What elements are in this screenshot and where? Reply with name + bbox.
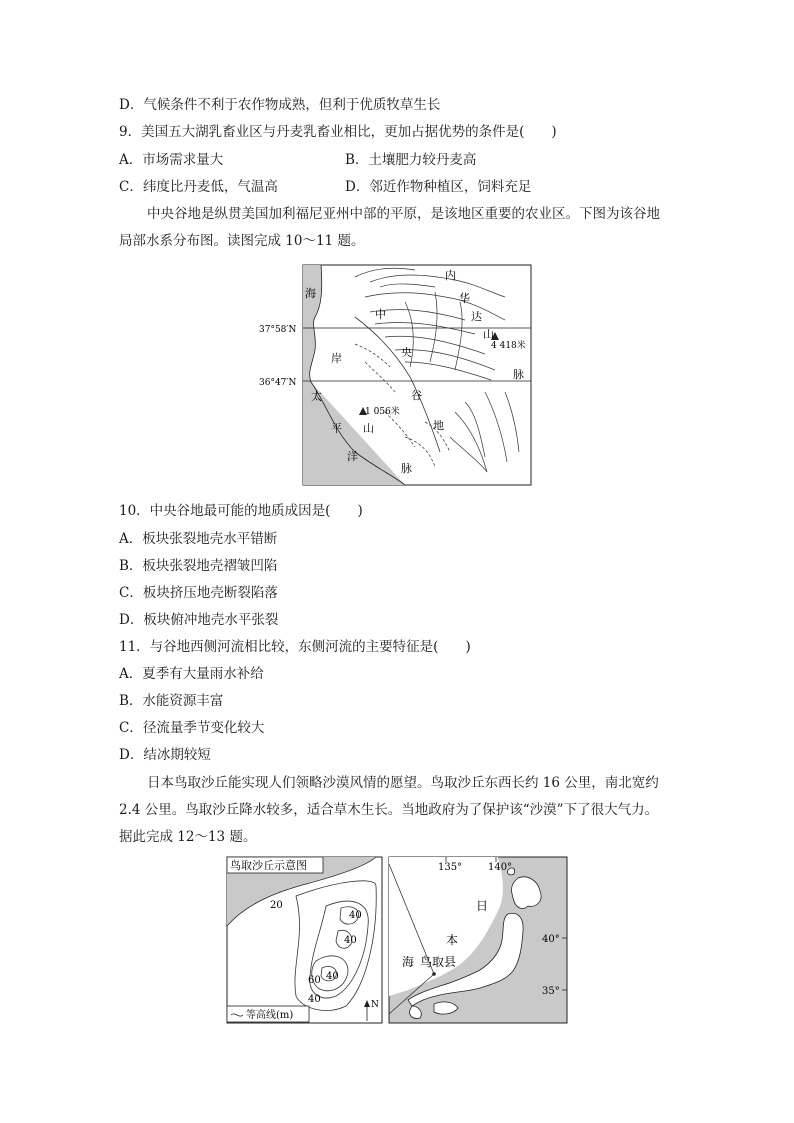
lat-40-label: 40° xyxy=(542,934,560,945)
map3-label-ben: 本 xyxy=(446,933,459,947)
q11-option-b: B．水能资源丰富 xyxy=(119,693,224,709)
peak-east-label: 4 418米 xyxy=(491,341,526,351)
map1-label-shan: 山 xyxy=(483,328,494,341)
q9-option-d: D．邻近作物种植区，饲料充足 xyxy=(345,179,532,195)
map1-label-shan2: 山 xyxy=(363,422,374,435)
q9-option-b: B．土壤肥力较丹麦高 xyxy=(345,152,477,168)
contour-label: 40 xyxy=(308,994,321,1005)
map1-label-ping: 平 xyxy=(331,422,342,435)
japan-location-map xyxy=(388,856,570,1026)
tottori-county-label: 鸟取县 xyxy=(420,955,457,969)
map1-label-an: 岸 xyxy=(331,352,342,365)
q11-stem: 11．与谷地西侧河流相比较，东侧河流的主要特征是( ) xyxy=(119,639,471,655)
q8-option-d: D．气候条件不利于农作物成熟，但利于优质牧草生长 xyxy=(119,97,441,113)
q9-stem: 9．美国五大湖乳畜业区与丹麦乳畜业相比，更加占据优势的条件是( ) xyxy=(119,124,557,140)
contour-label: 60 xyxy=(308,975,321,986)
map1-label-mai2: 脉 xyxy=(401,462,412,475)
contour-label: 40 xyxy=(349,910,362,921)
intro1-line1: 中央谷地是纵贯美国加利福尼亚州中部的平原，是该地区重要的农业区。下图为该谷地 xyxy=(147,206,660,222)
contour-label: 40 xyxy=(344,935,357,946)
q10-stem: 10．中央谷地最可能的地质成因是( ) xyxy=(119,503,363,519)
dune-map-title: 鸟取沙丘示意图 xyxy=(230,859,307,872)
lon-135-label: 135° xyxy=(438,862,463,873)
q9-option-a: A．市场需求量大 xyxy=(119,152,224,168)
q11-option-a: A．夏季有大量雨水补给 xyxy=(119,666,264,682)
north-label: N xyxy=(371,1000,379,1010)
map1-label-yang-c: 央 xyxy=(401,346,412,359)
map1-label-zhong: 中 xyxy=(375,308,386,321)
map1-label-tai: 太 xyxy=(311,390,322,403)
intro2-line3: 据此完成 12～13 题。 xyxy=(119,829,257,845)
map1-label-gu: 谷 xyxy=(411,389,422,402)
intro1-line2: 局部水系分布图。读图完成 10～11 题。 xyxy=(119,233,365,249)
lon-140-label: 140° xyxy=(488,862,513,873)
map3-label-hai: 海 xyxy=(402,955,415,969)
lat-35-label: 35° xyxy=(542,986,560,997)
q10-option-c: C．板块挤压地壳断裂陷落 xyxy=(119,585,278,601)
map1-label-di: 地 xyxy=(433,419,444,432)
central-valley-map xyxy=(255,262,535,488)
map1-label-nei: 内 xyxy=(445,269,456,282)
intro2-line2: 2.4 公里。鸟取沙丘降水较多，适合草木生长。当地政府为了保护该“沙漠”下了很大气力。 xyxy=(119,802,659,818)
q10-option-a: A．板块张裂地壳水平错断 xyxy=(119,531,278,547)
q10-option-d: D．板块俯冲地壳水平张裂 xyxy=(119,612,279,628)
lat-north-label: 37°58′N xyxy=(259,325,297,335)
map1-label-da: 达 xyxy=(471,310,482,323)
lat-south-label: 36°47′N xyxy=(259,378,297,388)
q9-option-c: C．纬度比丹麦低，气温高 xyxy=(119,179,278,195)
legend-label: 等高线(m) xyxy=(246,1010,294,1021)
map1-label-hai: 海 xyxy=(305,287,316,300)
map1-label-hua: 华 xyxy=(459,292,470,305)
q11-option-d: D．结冰期较短 xyxy=(119,747,211,763)
map1-label-mai: 脉 xyxy=(513,368,524,381)
map1-label-yang: 洋 xyxy=(347,450,358,463)
q10-option-b: B．板块张裂地壳褶皱凹陷 xyxy=(119,558,278,574)
peak-west-label: 1 056米 xyxy=(365,407,400,417)
contour-label: 40 xyxy=(326,971,339,982)
tottori-dune-map xyxy=(226,856,384,1026)
contour-label: 20 xyxy=(270,900,283,911)
intro2-line1: 日本鸟取沙丘能实现人们领略沙漠风情的愿望。鸟取沙丘东西长约 16 公里，南北宽约 xyxy=(147,775,659,791)
q11-option-c: C．径流量季节变化较大 xyxy=(119,720,265,736)
map3-label-ri: 日 xyxy=(476,899,489,913)
